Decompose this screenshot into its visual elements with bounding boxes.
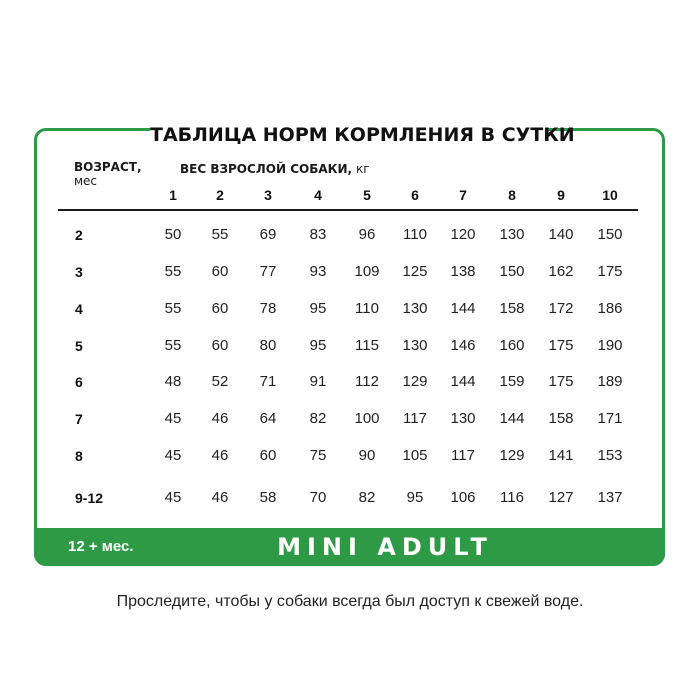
weight-header-cell: 7 (459, 187, 467, 203)
table-cell: 75 (309, 447, 327, 464)
table-cell: 112 (355, 373, 379, 390)
table-cell: 160 (499, 337, 525, 354)
table-cell: 158 (548, 410, 574, 427)
table-cell: 50 (164, 226, 182, 243)
table-cell: 144 (450, 300, 476, 317)
weight-header-cell: 6 (411, 187, 419, 203)
table-cell: 110 (355, 300, 379, 317)
weight-header-cell: 5 (363, 187, 371, 203)
age-column-header (74, 160, 142, 188)
table-cell: 82 (358, 489, 376, 506)
table-cell: 45 (164, 489, 182, 506)
table-cell: 60 (211, 300, 229, 317)
table-cell: 52 (211, 373, 229, 390)
table-cell: 127 (548, 489, 574, 506)
table-cell: 91 (309, 373, 327, 390)
table-cell: 95 (406, 489, 424, 506)
footer-age-label: 12 + мес. (68, 538, 134, 555)
table-cell: 83 (309, 226, 327, 243)
table-cell: 138 (450, 263, 476, 280)
age-header-label: ВОЗРАСТ, (74, 160, 142, 174)
table-cell: 189 (597, 373, 623, 390)
table-cell: 95 (309, 300, 327, 317)
table-cell: 82 (309, 410, 327, 427)
table-cell: 70 (309, 489, 327, 506)
table-cell: 144 (499, 410, 525, 427)
age-cell: 2 (75, 227, 83, 243)
table-cell: 130 (499, 226, 525, 243)
table-cell: 55 (164, 300, 182, 317)
table-cell: 117 (403, 410, 427, 427)
table-cell: 96 (358, 226, 376, 243)
weight-header-cell: 4 (314, 187, 322, 203)
table-cell: 55 (211, 226, 229, 243)
table-cell: 110 (403, 226, 427, 243)
table-cell: 64 (259, 410, 277, 427)
table-cell: 93 (309, 263, 327, 280)
table-cell: 69 (259, 226, 277, 243)
table-cell: 117 (451, 447, 475, 464)
table-cell: 190 (597, 337, 623, 354)
table-cell: 115 (355, 337, 379, 354)
table-cell: 137 (597, 489, 623, 506)
weight-header-cell: 2 (216, 187, 224, 203)
age-cell: 6 (75, 374, 83, 390)
table-cell: 186 (597, 300, 623, 317)
table-cell: 77 (259, 263, 277, 280)
water-note: Проследите, чтобы у собаки всегда был доступ к свежей воде. (116, 593, 584, 610)
table-cell: 71 (259, 373, 277, 390)
age-cell: 8 (75, 448, 83, 464)
table-cell: 141 (548, 447, 574, 464)
table-cell: 162 (548, 263, 574, 280)
table-cell: 130 (450, 410, 476, 427)
age-cell: 5 (75, 338, 83, 354)
table-title: ТАБЛИЦА НОРМ КОРМЛЕНИЯ В СУТКИ (150, 118, 548, 152)
table-cell: 150 (499, 263, 525, 280)
table-cell: 159 (499, 373, 525, 390)
table-cell: 90 (358, 447, 376, 464)
table-cell: 144 (450, 373, 476, 390)
table-cell: 60 (259, 447, 277, 464)
table-cell: 158 (499, 300, 525, 317)
weight-header-cell: 1 (169, 187, 177, 203)
table-cell: 172 (548, 300, 574, 317)
table-cell: 129 (402, 373, 428, 390)
table-cell: 105 (402, 447, 428, 464)
table-cell: 45 (164, 447, 182, 464)
table-cell: 109 (354, 263, 380, 280)
weight-header-unit: кг (356, 162, 370, 176)
age-header-unit: мес (74, 174, 98, 188)
table-cell: 130 (402, 300, 428, 317)
table-cell: 153 (597, 447, 623, 464)
table-cell: 106 (450, 489, 476, 506)
table-cell: 150 (597, 226, 623, 243)
header-divider (58, 209, 638, 211)
table-cell: 55 (164, 263, 182, 280)
weight-header-cell: 8 (508, 187, 516, 203)
age-cell: 4 (75, 301, 83, 317)
table-cell: 60 (211, 337, 229, 354)
table-cell: 46 (211, 489, 229, 506)
table-cell: 100 (354, 410, 380, 427)
table-cell: 45 (164, 410, 182, 427)
table-cell: 55 (164, 337, 182, 354)
table-cell: 95 (309, 337, 327, 354)
weight-header-cell: 9 (557, 187, 565, 203)
table-cell: 140 (548, 226, 574, 243)
table-cell: 60 (211, 263, 229, 280)
weight-column-header (180, 162, 370, 176)
table-cell: 46 (211, 447, 229, 464)
table-cell: 46 (211, 410, 229, 427)
age-cell: 3 (75, 264, 83, 280)
table-cell: 175 (548, 337, 574, 354)
weight-header-cell: 10 (602, 187, 618, 203)
table-cell: 146 (450, 337, 476, 354)
weight-header-label: ВЕС ВЗРОСЛОЙ СОБАКИ, (180, 162, 353, 176)
table-cell: 116 (500, 489, 524, 506)
table-cell: 48 (164, 373, 182, 390)
table-cell: 80 (259, 337, 277, 354)
table-cell: 78 (259, 300, 277, 317)
table-cell: 175 (548, 373, 574, 390)
age-cell: 9-12 (75, 490, 104, 506)
table-cell: 175 (597, 263, 623, 280)
table-cell: 58 (259, 489, 277, 506)
table-cell: 130 (402, 337, 428, 354)
product-name: MINI ADULT (277, 533, 493, 561)
table-cell: 120 (450, 226, 476, 243)
weight-header-cell: 3 (264, 187, 272, 203)
age-cell: 7 (75, 411, 83, 427)
table-cell: 171 (597, 410, 623, 427)
table-cell: 125 (402, 263, 428, 280)
table-cell: 129 (499, 447, 525, 464)
